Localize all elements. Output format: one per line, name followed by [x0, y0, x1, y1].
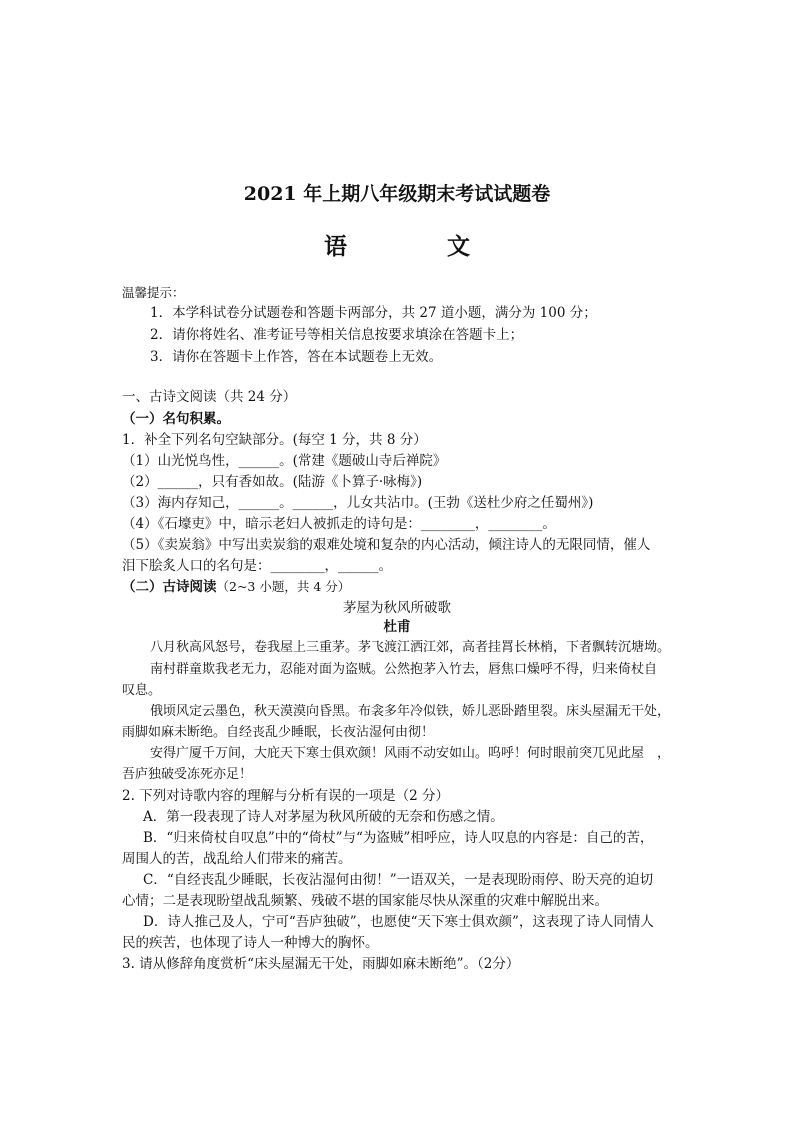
poem-line: 安得广厦千万间，大庇天下寒士俱欢颜！风雨不动安如山。呜呼！何时眼前突兀见此屋 ，	[150, 746, 671, 761]
answer-option: D．诗人推己及人，宁可“吾庐独破”，也愿使“天下寒士俱欢颜”，这表现了诗人同情人	[143, 914, 654, 930]
poem-line: 南村群童欺我老无力，忍能对面为盗贼。公然抱茅入竹去，唇焦口燥呼不得，归来倚杖自	[150, 662, 658, 677]
poem-title: 茅屋为秋风所破歌	[343, 600, 451, 616]
part-heading: （二）古诗阅读	[122, 579, 217, 595]
part-heading: （一）名句积累。	[122, 411, 230, 427]
question-stem: 3. 请从修辞角度赏析“床头屋漏无干处，雨脚如麻未断绝”。（2分）	[122, 956, 520, 972]
question-line: （1）山光悦鸟性，______。(常建《题破山寺后禅院》	[122, 453, 447, 469]
poem-line: 吾庐独破受冻死亦足！	[122, 767, 253, 782]
notice-label: 温馨提示：	[122, 285, 185, 300]
exam-title: 2021 年上期八年级期末考试试题卷	[243, 183, 551, 205]
question-stem: 1．补全下列名句空缺部分。(每空 1 分，共 8 分）	[122, 432, 427, 448]
question-line: （2）______，只有香如故。(陆游《卜算子·咏梅》)	[122, 474, 423, 490]
question-stem: 2. 下列对诗歌内容的理解与分析有误的一项是（2 分）	[122, 788, 450, 804]
question-line: 泪下脍炙人口的名句是：________，______。	[122, 558, 392, 574]
answer-option-cont: 心情；二是表现盼望战乱频繁、残破不堪的国家能尽快从深重的灾难中解脱出来。	[122, 893, 608, 909]
poem-line: 八月秋高风怒号，卷我屋上三重茅。茅飞渡江洒江郊，高者挂罥长林梢，下者飘转沉塘坳。	[150, 640, 671, 655]
poem-author: 杜甫	[383, 619, 411, 635]
notice-item: 2．请你将姓名、准考证号等相关信息按要求填涂在答题卡上；	[150, 327, 524, 343]
question-line: （4）《石壕吏》中，暗示老妇人被抓走的诗句是：________，________。	[122, 516, 556, 532]
question-line: （5）《卖炭翁》中写出卖炭翁的艰难处境和复杂的内心活动，倾注诗人的无限同情，催人	[122, 537, 651, 553]
poem-line: 俄顷风定云墨色，秋天漠漠向昏黑。布衾多年冷似铁，娇儿恶卧踏里裂。床头屋漏无干处，	[150, 704, 671, 719]
answer-option: C．“自经丧乱少睡眠，长夜沾湿何由彻！”一语双关，一是表现盼雨停、盼天亮的迫切	[143, 872, 654, 888]
part-heading-note: （2~3 小题，共 4 分）	[216, 579, 351, 594]
subject-title: 语 文	[323, 233, 516, 260]
part-heading-row	[122, 577, 350, 597]
question-line: （3）海内存知己，______。______，儿女共沾巾。(王勃《送杜少府之任蜀州》)	[122, 495, 594, 511]
notice-item: 1．本学科试卷分试题卷和答题卡两部分，共 27 道小题，满分为 100 分；	[150, 305, 597, 321]
answer-option-cont: 周围人的苦，战乱给人们带来的痛苦。	[122, 851, 352, 867]
answer-option: B．“归来倚杖自叹息”中的“倚杖”与“为盗贼”相呼应，诗人叹息的内容是：自己的苦，	[143, 830, 654, 846]
answer-option: A．第一段表现了诗人对茅屋为秋风所破的无奈和伤感之情。	[143, 809, 504, 825]
notice-item: 3．请你在答题卡上作答，答在本试题卷上无效。	[150, 349, 443, 365]
poem-line: 叹息。	[122, 683, 162, 698]
section-heading: 一、古诗文阅读（共 24 分）	[122, 389, 297, 405]
answer-option-cont: 民的疾苦，也体现了诗人一种博大的胸怀。	[122, 935, 379, 951]
poem-line: 雨脚如麻未断绝。自经丧乱少睡眠，长夜沾湿何由彻！	[122, 725, 435, 740]
